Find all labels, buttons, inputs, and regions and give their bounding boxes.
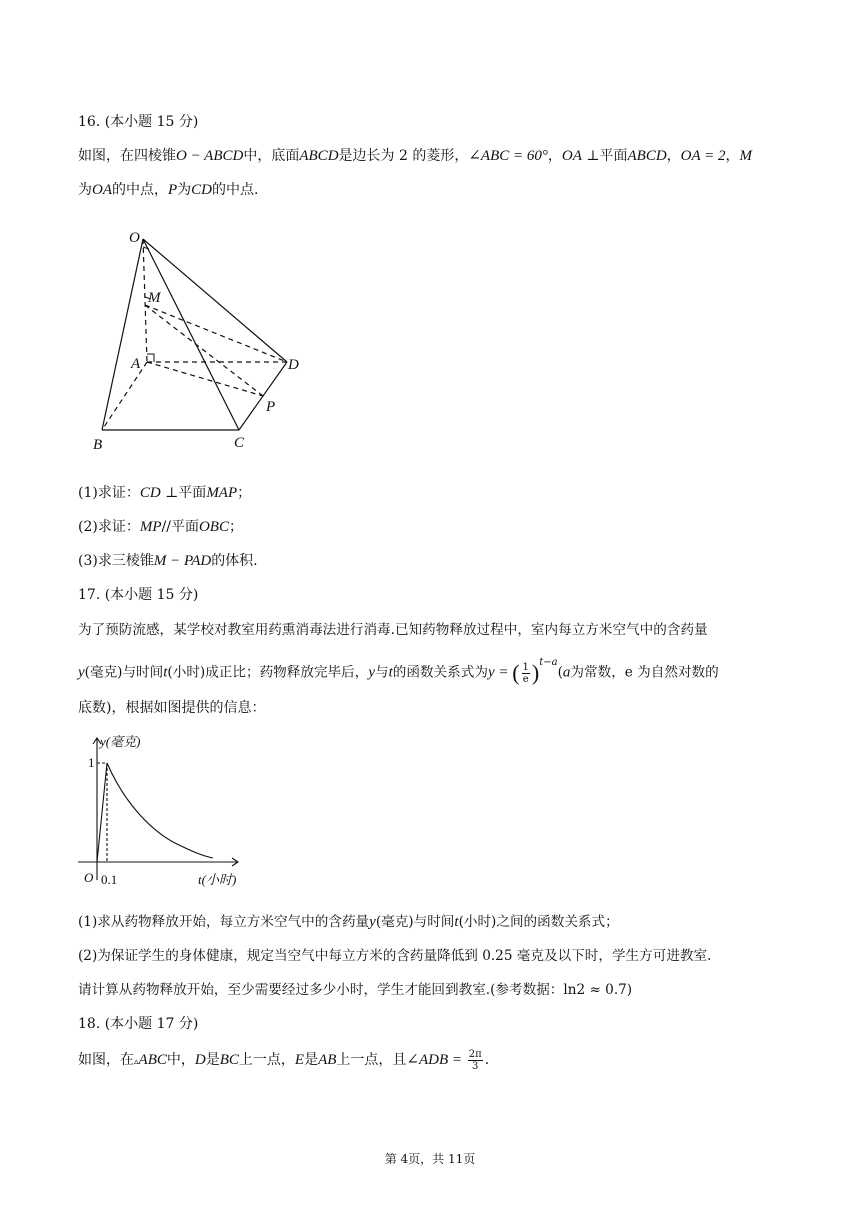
edge-OD bbox=[143, 239, 287, 362]
math: t bbox=[454, 914, 459, 930]
q16-part1 bbox=[78, 483, 251, 503]
math: ∠ABC = 60° bbox=[468, 148, 548, 164]
label-M: M bbox=[148, 290, 161, 306]
fraction-denominator: e bbox=[522, 673, 529, 685]
x-tick-0.1: 0.1 bbox=[101, 872, 118, 887]
y-axis-label: y(毫克) bbox=[100, 734, 141, 749]
fraction-numerator: 2π bbox=[468, 1048, 482, 1060]
math: OA bbox=[561, 148, 582, 164]
decay-curve bbox=[107, 763, 213, 858]
text: 的中点. bbox=[212, 182, 259, 198]
page-footer: 第 4页，共 11页 bbox=[384, 1152, 476, 1166]
math: AB bbox=[318, 1052, 337, 1068]
text: ， bbox=[666, 148, 681, 164]
math: M − PAD bbox=[153, 553, 212, 569]
text: (2)求证： bbox=[78, 519, 140, 535]
text: 如图，在 bbox=[78, 1052, 134, 1068]
edge-OC bbox=[143, 239, 239, 430]
text: (1)求从药物释放开始，每立方米空气中的含药量 bbox=[78, 914, 370, 930]
math: E bbox=[294, 1052, 305, 1068]
label-A: A bbox=[131, 356, 141, 372]
q16-stem-line1 bbox=[78, 146, 752, 166]
text: 与 bbox=[375, 664, 389, 681]
label-P: P bbox=[266, 399, 276, 415]
text: 上一点，且 bbox=[336, 1052, 407, 1068]
edge-OA bbox=[143, 239, 147, 362]
text: 为 bbox=[177, 182, 192, 198]
q16-stem-line2 bbox=[78, 180, 258, 200]
text: 中，底面 bbox=[243, 148, 300, 164]
q16-part2 bbox=[78, 517, 243, 537]
math: ∠ADB = bbox=[406, 1052, 466, 1068]
math: y bbox=[78, 664, 85, 681]
math: y bbox=[369, 914, 376, 930]
math: ABCD bbox=[627, 148, 667, 164]
decay-graph bbox=[78, 730, 250, 892]
edge-MP bbox=[145, 305, 263, 396]
q17-part2: (2)为保证学生的身体健康，规定当空气中每立方米的含药量降低到 0.25 毫克及以下时，学生方可进教室. bbox=[78, 948, 712, 964]
text: (毫克)与时间 bbox=[84, 664, 164, 681]
fraction-numerator: 1 bbox=[522, 661, 529, 673]
text: 是 bbox=[304, 1052, 319, 1068]
text: (小时)成正比；药物释放完毕后， bbox=[167, 664, 369, 681]
text: 的函数关系式为 bbox=[392, 664, 488, 681]
text: 是 bbox=[205, 1052, 220, 1068]
q17-header: 17. (本小题 15 分) bbox=[78, 587, 199, 603]
math: OA = 2 bbox=[680, 148, 726, 164]
text: 如图，在四棱锥 bbox=[78, 148, 176, 164]
q17-part1 bbox=[78, 912, 619, 932]
text: (3)求三棱锥 bbox=[78, 553, 154, 569]
label-C: C bbox=[234, 435, 245, 451]
y-tick-1: 1 bbox=[88, 755, 95, 770]
x-axis-label: t(小时) bbox=[198, 872, 237, 887]
math: MAP bbox=[206, 485, 238, 501]
text: 为常数，e 为自然对数的 bbox=[570, 664, 719, 681]
fraction-2pi-over-3 bbox=[468, 1049, 483, 1072]
text: 的中点， bbox=[112, 182, 168, 198]
math: a bbox=[562, 664, 571, 681]
pyramid-figure bbox=[85, 222, 315, 454]
edge-MD bbox=[145, 305, 287, 362]
text: ⊥平面 bbox=[581, 148, 628, 164]
text: 中， bbox=[166, 1052, 195, 1068]
math: t bbox=[388, 664, 393, 681]
paren-open: ( bbox=[512, 660, 520, 686]
math: y = bbox=[487, 664, 513, 681]
paren-close: ) bbox=[531, 660, 540, 686]
label-B: B bbox=[93, 437, 103, 453]
text: 是边长为 2 的菱形， bbox=[338, 148, 469, 164]
release-line bbox=[97, 763, 107, 862]
text: . bbox=[484, 1052, 490, 1068]
math: CD bbox=[191, 182, 213, 198]
math: MP bbox=[139, 519, 162, 535]
q16-header: 16. (本小题 15 分) bbox=[78, 114, 199, 130]
text: 上一点， bbox=[238, 1052, 295, 1068]
text: ， bbox=[547, 148, 562, 164]
math: ABCD bbox=[299, 148, 339, 164]
fraction-denominator: 3 bbox=[472, 1060, 479, 1072]
q17-part2-cont: 请计算从药物释放开始，至少需要经过多少小时，学生才能回到教室.(参考数据：ln2 ≈ 0.7) bbox=[78, 982, 633, 998]
math: y bbox=[368, 664, 376, 681]
text: ； bbox=[228, 519, 243, 535]
math: ABC bbox=[138, 1052, 167, 1068]
fraction-one-over-e bbox=[522, 662, 530, 685]
edge-AP bbox=[147, 362, 263, 396]
exponent: t−a bbox=[539, 657, 558, 668]
edge-OB bbox=[102, 239, 143, 430]
origin-label: O bbox=[84, 870, 94, 885]
math: D bbox=[194, 1052, 206, 1068]
math: O − ABCD bbox=[176, 148, 244, 164]
text: ( bbox=[557, 664, 563, 681]
text: ， bbox=[725, 148, 740, 164]
text: ⊥平面 bbox=[160, 485, 207, 501]
math: OA bbox=[92, 182, 112, 198]
math: BC bbox=[219, 1052, 239, 1068]
text: //平面 bbox=[161, 519, 199, 535]
text: (1)求证： bbox=[78, 485, 140, 501]
text: ； bbox=[237, 485, 252, 501]
q17-line3: 底数)，根据如图提供的信息： bbox=[78, 700, 266, 716]
math: OBC bbox=[198, 519, 229, 535]
text: 的体积. bbox=[211, 553, 258, 569]
math: P bbox=[168, 182, 178, 198]
math: M bbox=[739, 148, 753, 164]
text: (小时)之间的函数关系式； bbox=[458, 914, 619, 930]
text: 为 bbox=[78, 182, 92, 198]
text: (毫克)与时间 bbox=[375, 914, 455, 930]
q18-header: 18. (本小题 17 分) bbox=[78, 1016, 199, 1032]
q16-part3 bbox=[78, 551, 258, 571]
q17-line1: 为了预防流感，某学校对教室用药熏消毒法进行消毒.已知药物释放过程中，室内每立方米空气中的含药量 bbox=[78, 622, 708, 638]
math: CD bbox=[139, 485, 161, 501]
q18-line1 bbox=[78, 1044, 489, 1076]
q17-line2 bbox=[78, 652, 719, 686]
math: t bbox=[163, 664, 168, 681]
right-angle-mark-A bbox=[147, 354, 154, 362]
triangle-icon: ▵ bbox=[134, 1057, 139, 1067]
label-O: O bbox=[129, 230, 140, 246]
label-D: D bbox=[288, 357, 299, 373]
